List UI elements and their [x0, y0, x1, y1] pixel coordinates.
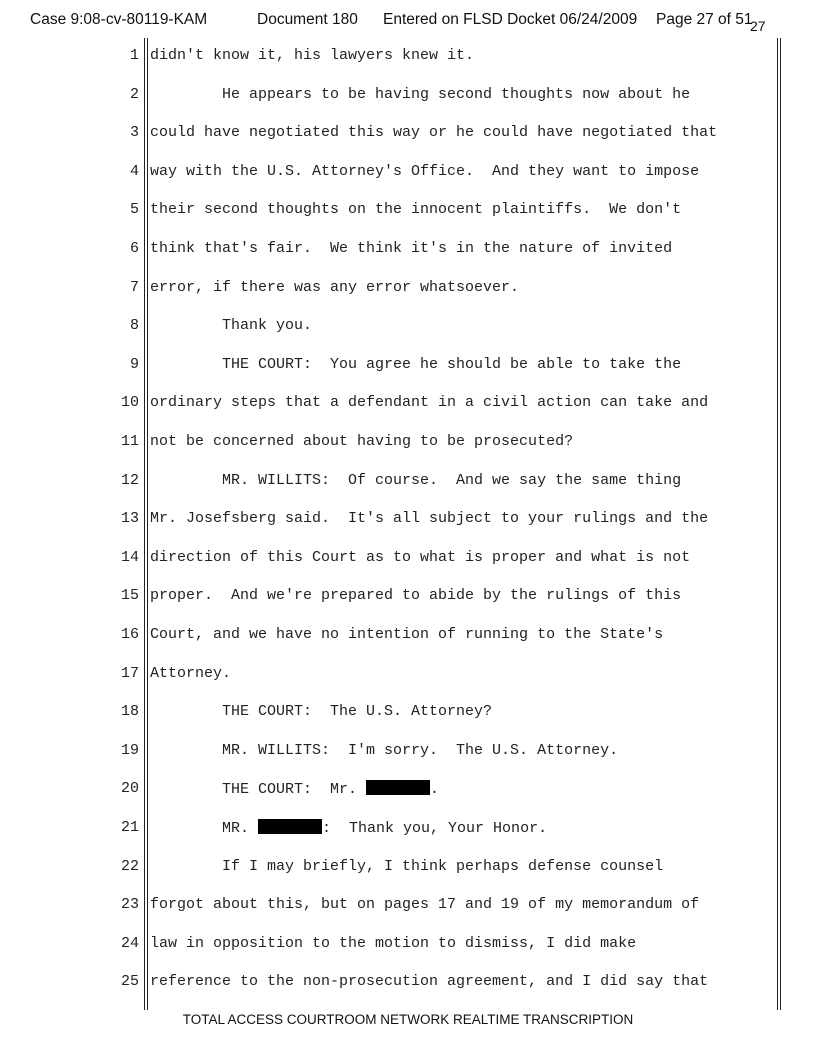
transcript-line [0, 356, 816, 378]
line-text-content: THE COURT: The U.S. Attorney? [150, 703, 493, 721]
line-text [150, 124, 717, 141]
line-number: 21 [120, 819, 139, 836]
transcript-line [0, 394, 816, 416]
line-text [150, 201, 681, 218]
line-text [150, 549, 690, 566]
line-number: 15 [120, 587, 139, 605]
transcript-line [0, 703, 816, 725]
line-number: 11 [120, 433, 139, 450]
transcript-line [0, 86, 816, 108]
docket-entry: Entered on FLSD Docket 06/24/2009 [383, 11, 638, 28]
line-text-content: not be concerned about having to be prosecuted? [150, 433, 574, 450]
transcript-line [0, 163, 816, 185]
line-text-content: MR. WILLITS: Of course. And we say the same thing [150, 471, 682, 489]
transcript-line [0, 433, 816, 455]
line-number: 20 [120, 780, 139, 798]
line-number: 2 [129, 85, 139, 103]
line-number: 17 [120, 664, 139, 682]
transcript-line [0, 510, 816, 532]
line-text-content: THE COURT: Mr. [150, 781, 367, 799]
transcript-line [0, 240, 816, 262]
line-number: 16 [120, 626, 139, 643]
line-text [150, 163, 699, 180]
transcript-line [0, 896, 816, 918]
line-text-after-redaction: . [430, 781, 440, 799]
line-text-content: Mr. Josefsberg said. It's all subject to your rulings and the [150, 510, 709, 528]
transcript-line [0, 47, 816, 69]
line-text-content: proper. And we're prepared to abide by the rulings of this [150, 587, 682, 605]
line-number: 18 [120, 703, 139, 721]
line-text-content: Court, and we have no intention of running to the State's [150, 626, 664, 643]
line-text [150, 510, 708, 527]
line-text [150, 703, 492, 720]
line-number: 5 [129, 201, 139, 219]
document-number: Document 180 [257, 11, 358, 28]
line-text-content: law in opposition to the motion to dismiss, I did make [150, 934, 637, 952]
line-number: 25 [120, 973, 139, 991]
line-text-content: ordinary steps that a defendant in a civil action can take and [150, 394, 709, 412]
line-text-content: way with the U.S. Attorney's Office. And they want to impose [150, 162, 700, 180]
transcript-line [0, 780, 816, 802]
line-text-content: He appears to be having second thoughts now about he [150, 85, 691, 103]
line-text-content: their second thoughts on the innocent plaintiffs. We don't [150, 201, 682, 219]
line-text-after-redaction: : Thank you, Your Honor. [322, 820, 548, 837]
line-number: 13 [120, 510, 139, 528]
line-number: 1 [129, 47, 139, 64]
line-text [150, 819, 547, 837]
line-text [150, 433, 573, 450]
line-text [150, 356, 681, 373]
line-number: 10 [120, 394, 139, 412]
transcript-line [0, 742, 816, 764]
line-text [150, 780, 439, 798]
transcript-line [0, 665, 816, 687]
transcript-line [0, 973, 816, 995]
transcript-line [0, 626, 816, 648]
line-text [150, 472, 681, 489]
line-number: 6 [129, 240, 139, 257]
line-number: 9 [129, 355, 139, 373]
line-number: 22 [120, 857, 139, 875]
line-number: 23 [120, 896, 139, 914]
transcript-line [0, 124, 816, 146]
line-text [150, 858, 663, 875]
line-text-content: Thank you. [150, 317, 313, 335]
line-number: 19 [120, 741, 139, 759]
line-text-content: MR. [150, 820, 259, 837]
line-text [150, 896, 699, 913]
transcript-footer: TOTAL ACCESS COURTROOM NETWORK REALTIME TRANSCRIPTION [182, 1012, 634, 1027]
line-text [150, 317, 312, 334]
case-number: Case 9:08-cv-80119-KAM [30, 11, 208, 28]
line-number: 3 [129, 124, 139, 142]
transcript-line [0, 279, 816, 301]
transcript-line [0, 935, 816, 957]
page-number: 27 [750, 18, 766, 34]
transcript-line [0, 549, 816, 571]
line-text [150, 935, 636, 952]
line-number: 7 [129, 278, 139, 296]
line-text [150, 742, 618, 759]
line-text-content: If I may briefly, I think perhaps defense counsel [150, 857, 664, 875]
transcript-line [0, 201, 816, 223]
line-number: 14 [120, 548, 139, 566]
line-text [150, 86, 690, 103]
transcript-line [0, 819, 816, 841]
transcript-line [0, 587, 816, 609]
line-text [150, 626, 663, 643]
line-text [150, 47, 474, 64]
line-text-content: didn't know it, his lawyers knew it. [150, 47, 475, 64]
line-text-content: think that's fair. We think it's in the nature of invited [150, 240, 673, 257]
line-text-content: direction of this Court as to what is proper and what is not [150, 548, 691, 566]
line-text-content: THE COURT: You agree he should be able to take the [150, 355, 682, 373]
line-text [150, 240, 672, 257]
line-text-content: reference to the non-prosecution agreement, and I did say that [150, 973, 709, 991]
line-text-content: forgot about this, but on pages 17 and 19 of my memorandum of [150, 896, 700, 914]
line-text [150, 587, 681, 604]
transcript-line [0, 317, 816, 339]
line-text [150, 279, 519, 296]
line-number: 4 [129, 162, 139, 180]
line-number: 24 [120, 934, 139, 952]
line-number: 12 [120, 471, 139, 489]
line-text-content: MR. WILLITS: I'm sorry. The U.S. Attorney. [150, 741, 619, 759]
page-count: Page 27 of 51 [656, 11, 753, 28]
line-text [150, 394, 708, 411]
line-text [150, 973, 708, 990]
line-text-content: error, if there was any error whatsoever. [150, 278, 520, 296]
line-text [150, 665, 231, 682]
line-text-content: Attorney. [150, 664, 232, 682]
line-number: 8 [129, 317, 139, 335]
transcript-line [0, 858, 816, 880]
line-text-content: could have negotiated this way or he could have negotiated that [150, 124, 718, 142]
transcript-line [0, 472, 816, 494]
redaction-block [366, 780, 430, 795]
redaction-block [258, 819, 322, 834]
